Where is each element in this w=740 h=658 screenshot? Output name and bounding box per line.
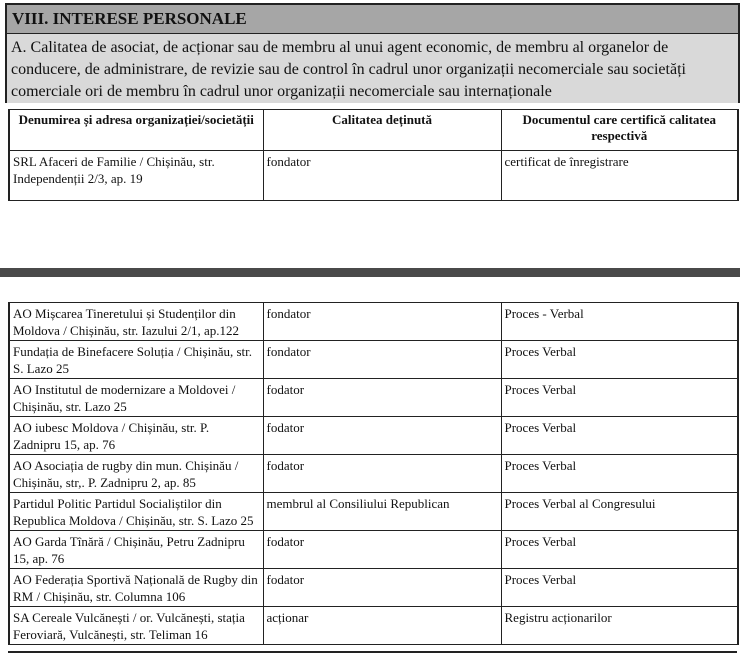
header-role: Calitatea deținută bbox=[263, 110, 501, 151]
cell-document: Proces Verbal bbox=[501, 531, 738, 569]
table-row bbox=[9, 455, 738, 493]
cell-organization: AO Mișcarea Tineretului și Studenților din Moldova / Chișinău, str. Iazului 2/1, ap.122 bbox=[9, 303, 263, 341]
cell-document: Proces Verbal al Congresului bbox=[501, 493, 738, 531]
table-bottom-border bbox=[8, 651, 737, 653]
subsection-description: A. Calitatea de asociat, de acționar sau de membru al unui agent economic, de membru al organelor de conducere, de administrare, de revizie sau de control în cadrul unor organizații necomerciale sau societăți comerciale ori de membru în cadrul unor organizații necomerciale sau internaționale bbox=[5, 34, 740, 103]
cell-organization: AO Garda Tînără / Chișinău, Petru Zadnipru 15, ap. 76 bbox=[9, 531, 263, 569]
cell-organization: SA Cereale Vulcănești / or. Vulcănești, stația Feroviară, Vulcănești, str. Teliman 16 bbox=[9, 607, 263, 645]
cell-document: certificat de înregistrare bbox=[501, 151, 738, 201]
cell-role: fodator bbox=[263, 531, 501, 569]
table-row bbox=[9, 417, 738, 455]
cell-organization: Fundația de Binefacere Soluția / Chișinău, str. S. Lazo 25 bbox=[9, 341, 263, 379]
table-row bbox=[9, 151, 738, 201]
page-break-divider bbox=[0, 268, 740, 277]
cell-role: fodator bbox=[263, 569, 501, 607]
interests-table-page-2 bbox=[8, 302, 739, 645]
table-row bbox=[9, 607, 738, 645]
section-title: VIII. INTERESE PERSONALE bbox=[5, 3, 740, 34]
cell-document: Proces Verbal bbox=[501, 569, 738, 607]
cell-organization: AO iubesc Moldova / Chișinău, str. P. Zadnipru 15, ap. 76 bbox=[9, 417, 263, 455]
cell-organization: Partidul Politic Partidul Socialiștilor din Republica Moldova / Chișinău, str. S. Lazo 25 bbox=[9, 493, 263, 531]
cell-document: Proces Verbal bbox=[501, 379, 738, 417]
cell-organization: AO Federația Sportivă Națională de Rugby din RM / Chișinău, str. Columna 106 bbox=[9, 569, 263, 607]
cell-document: Proces Verbal bbox=[501, 341, 738, 379]
cell-role: fodator bbox=[263, 379, 501, 417]
cell-role: fodator bbox=[263, 455, 501, 493]
cell-role: fondator bbox=[263, 151, 501, 201]
header-document: Documentul care certifică calitatea respectivă bbox=[501, 110, 738, 151]
cell-document: Proces - Verbal bbox=[501, 303, 738, 341]
table-row bbox=[9, 531, 738, 569]
cell-role: membrul al Consiliului Republican bbox=[263, 493, 501, 531]
cell-document: Proces Verbal bbox=[501, 455, 738, 493]
cell-organization: SRL Afaceri de Familie / Chișinău, str. Independenții 2/3, ap. 19 bbox=[9, 151, 263, 201]
table-row bbox=[9, 303, 738, 341]
table-header-row bbox=[9, 110, 738, 151]
header-organization: Denumirea și adresa organizației/societății bbox=[9, 110, 263, 151]
cell-organization: AO Institutul de modernizare a Moldovei / Chișinău, str. Lazo 25 bbox=[9, 379, 263, 417]
cell-organization: AO Asociația de rugby din mun. Chișinău / Chișinău, str,. P. Zadnipru 2, ap. 85 bbox=[9, 455, 263, 493]
cell-role: fondator bbox=[263, 341, 501, 379]
cell-role: fondator bbox=[263, 303, 501, 341]
table-row bbox=[9, 341, 738, 379]
table-row bbox=[9, 493, 738, 531]
cell-role: acționar bbox=[263, 607, 501, 645]
cell-document: Proces Verbal bbox=[501, 417, 738, 455]
table-row bbox=[9, 379, 738, 417]
cell-role: fodator bbox=[263, 417, 501, 455]
interests-table-page-1 bbox=[8, 109, 739, 201]
table-row bbox=[9, 569, 738, 607]
cell-document: Registru acționarilor bbox=[501, 607, 738, 645]
